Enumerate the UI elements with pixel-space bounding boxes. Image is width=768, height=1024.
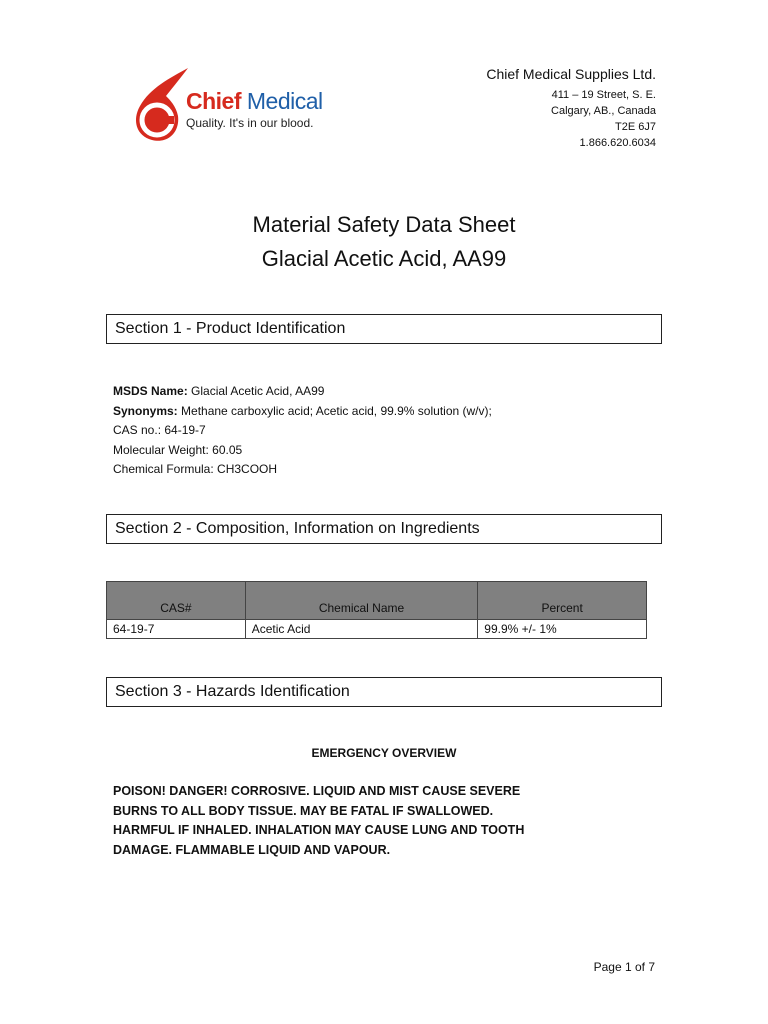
logo-tagline: Quality. It's in our blood. — [186, 116, 314, 130]
molecular-weight: Molecular Weight: 60.05 — [113, 442, 243, 457]
product-identification — [113, 382, 492, 480]
cell-chemical-name: Acetic Acid — [245, 620, 478, 639]
phone-number: 1.866.620.6034 — [579, 137, 656, 149]
synonyms-label: Synonyms: — [113, 403, 178, 418]
address-line: T2E 6J7 — [615, 121, 656, 133]
chemical-formula: Chemical Formula: CH3COOH — [113, 462, 278, 476]
document-subtitle: Glacial Acetic Acid, AA99 — [261, 246, 507, 271]
section-3-heading: Section 3 - Hazards Identification — [106, 677, 662, 707]
column-header-cas: CAS# — [107, 582, 246, 620]
composition-table — [106, 581, 647, 639]
document-title: Material Safety Data Sheet — [252, 212, 516, 237]
blood-drop-icon — [130, 66, 190, 146]
company-name: Chief Medical Supplies Ltd. — [486, 66, 656, 82]
address-line: Calgary, AB., Canada — [551, 105, 656, 117]
logo-word-medical: Medical — [246, 88, 323, 114]
logo-wordmark — [186, 88, 323, 115]
column-header-percent: Percent — [478, 582, 647, 620]
msds-name-value: Glacial Acetic Acid, AA99 — [187, 384, 325, 398]
synonyms-row — [113, 402, 492, 422]
chief-medical-logo — [130, 66, 330, 146]
cell-percent: 99.9% +/- 1% — [478, 620, 647, 639]
cell-cas: 64-19-7 — [107, 620, 246, 639]
table-header-row — [107, 582, 647, 620]
msds-name-label: MSDS Name: — [113, 384, 188, 398]
emergency-overview-title: EMERGENCY OVERVIEW — [311, 746, 457, 760]
column-header-chemical-name: Chemical Name — [245, 582, 478, 620]
section-1-heading: Section 1 - Product Identification — [106, 314, 662, 344]
address-line: 411 – 19 Street, S. E. — [551, 89, 656, 101]
synonyms-value: Methane carboxylic acid; Acetic acid, 99.9% solution (w/v); — [177, 403, 492, 418]
cas-number: CAS no.: 64-19-7 — [113, 423, 206, 437]
page-number: Page 1 of 7 — [593, 960, 655, 974]
msds-name-row — [113, 382, 492, 402]
emergency-overview-text: POISON! DANGER! CORROSIVE. LIQUID AND MIST CAUSE SEVERE BURNS TO ALL BODY TISSUE. MAY BE FATAL IF SWALLOWED. HARMFUL IF INHALED. INHALATION MAY CAUSE LUNG AND TOOTH DAMAGE. FLAMMABLE LIQUID AND VAPOUR. — [113, 784, 525, 857]
logo-word-chief: Chief — [186, 88, 241, 114]
section-2-heading: Section 2 - Composition, Information on Ingredients — [106, 514, 662, 544]
table-row — [107, 620, 647, 639]
company-address-block — [486, 66, 656, 151]
